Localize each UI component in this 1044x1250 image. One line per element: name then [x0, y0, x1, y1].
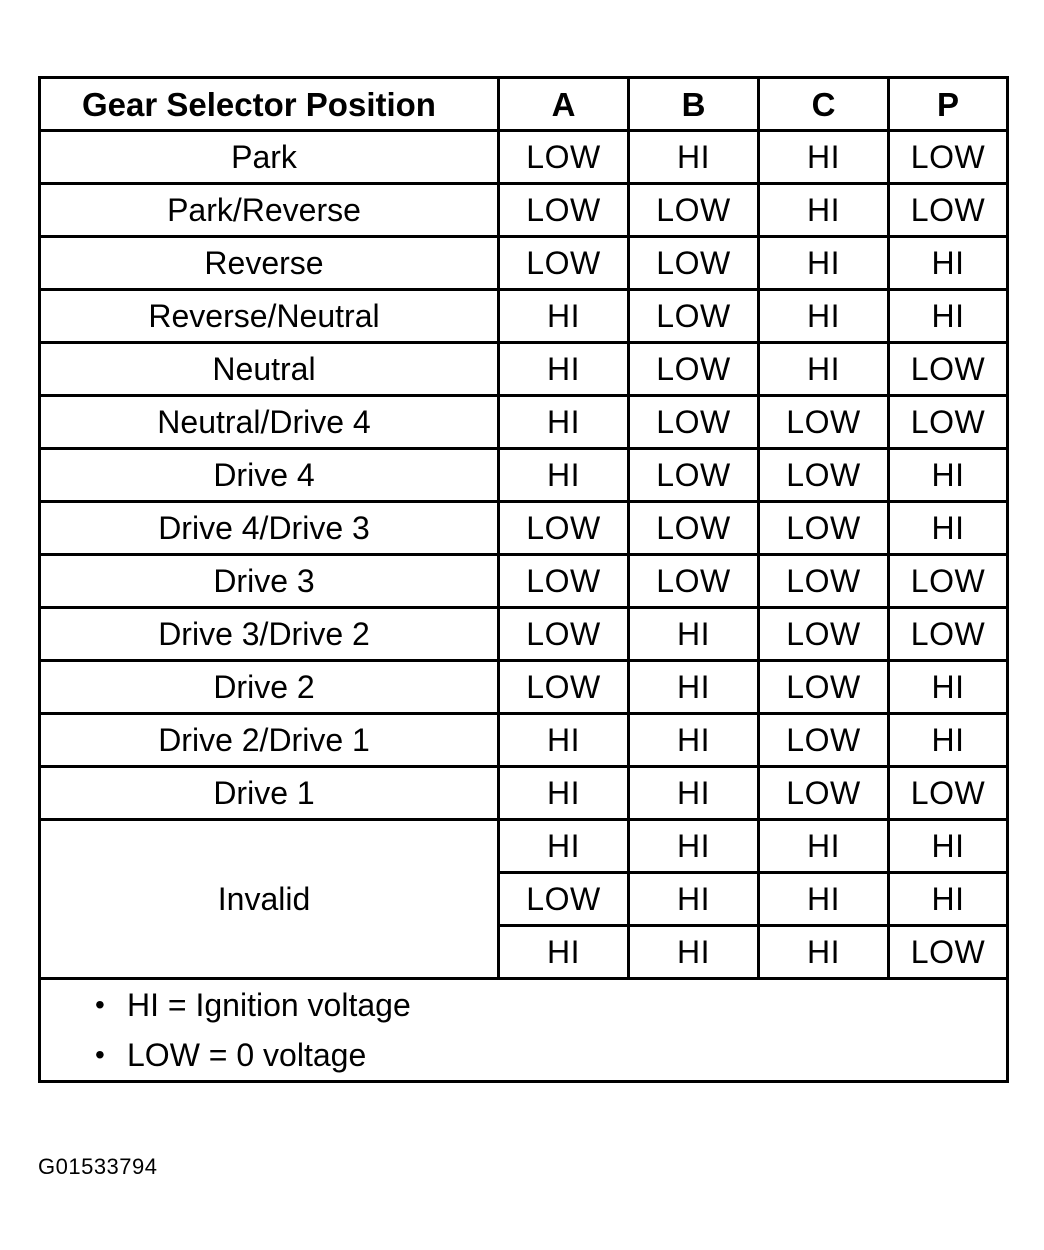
note-item-hi: [41, 980, 1006, 1030]
value-cell-a: LOW: [499, 555, 629, 608]
value-cell-b: HI: [629, 608, 759, 661]
table-row: [40, 714, 1008, 767]
table-row: [40, 449, 1008, 502]
value-cell-c: HI: [759, 926, 889, 979]
table-row: [40, 396, 1008, 449]
table-row: [40, 237, 1008, 290]
value-cell-b: HI: [629, 873, 759, 926]
note-text: LOW = 0 voltage: [127, 1037, 367, 1073]
value-cell-c: HI: [759, 131, 889, 184]
value-cell-a: LOW: [499, 661, 629, 714]
position-cell: Drive 3/Drive 2: [40, 608, 499, 661]
value-cell-a: HI: [499, 343, 629, 396]
header-column-b: B: [629, 78, 759, 131]
table-row: [40, 131, 1008, 184]
table-row: [40, 290, 1008, 343]
value-cell-c: HI: [759, 237, 889, 290]
header-column-p: P: [889, 78, 1008, 131]
value-cell-p: LOW: [889, 131, 1008, 184]
value-cell-b: LOW: [629, 449, 759, 502]
header-column-c: C: [759, 78, 889, 131]
value-cell-c: HI: [759, 290, 889, 343]
position-cell: Reverse: [40, 237, 499, 290]
value-cell-p: HI: [889, 873, 1008, 926]
value-cell-a: HI: [499, 767, 629, 820]
value-cell-p: HI: [889, 714, 1008, 767]
table-row: [40, 184, 1008, 237]
value-cell-a: HI: [499, 820, 629, 873]
value-cell-b: LOW: [629, 343, 759, 396]
value-cell-c: LOW: [759, 396, 889, 449]
value-cell-a: HI: [499, 926, 629, 979]
value-cell-p: HI: [889, 661, 1008, 714]
value-cell-p: HI: [889, 820, 1008, 873]
table-row: [40, 608, 1008, 661]
bullet-icon: •: [95, 989, 105, 1020]
value-cell-p: HI: [889, 449, 1008, 502]
value-cell-a: LOW: [499, 608, 629, 661]
header-gear-selector-position: Gear Selector Position: [40, 78, 499, 131]
position-cell: Reverse/Neutral: [40, 290, 499, 343]
value-cell-b: HI: [629, 661, 759, 714]
value-cell-a: HI: [499, 290, 629, 343]
value-cell-b: LOW: [629, 555, 759, 608]
value-cell-p: LOW: [889, 184, 1008, 237]
table-row: [40, 555, 1008, 608]
value-cell-b: HI: [629, 767, 759, 820]
value-cell-b: LOW: [629, 184, 759, 237]
value-cell-c: LOW: [759, 661, 889, 714]
value-cell-a: LOW: [499, 131, 629, 184]
table-row: [40, 767, 1008, 820]
note-item-low: [41, 1030, 1006, 1080]
value-cell-p: HI: [889, 502, 1008, 555]
position-cell: Drive 2: [40, 661, 499, 714]
value-cell-p: HI: [889, 290, 1008, 343]
value-cell-c: HI: [759, 820, 889, 873]
notes-cell: [40, 979, 1008, 1082]
value-cell-b: LOW: [629, 290, 759, 343]
value-cell-a: HI: [499, 449, 629, 502]
notes-row: [40, 979, 1008, 1082]
value-cell-p: LOW: [889, 767, 1008, 820]
table-row: [40, 661, 1008, 714]
table-row: [40, 343, 1008, 396]
value-cell-a: HI: [499, 396, 629, 449]
value-cell-a: LOW: [499, 184, 629, 237]
value-cell-b: LOW: [629, 237, 759, 290]
value-cell-p: HI: [889, 237, 1008, 290]
invalid-row: [40, 820, 1008, 873]
value-cell-b: LOW: [629, 502, 759, 555]
position-cell: Neutral: [40, 343, 499, 396]
value-cell-a: LOW: [499, 237, 629, 290]
value-cell-a: LOW: [499, 502, 629, 555]
value-cell-p: LOW: [889, 343, 1008, 396]
position-cell: Neutral/Drive 4: [40, 396, 499, 449]
position-cell: Park: [40, 131, 499, 184]
value-cell-b: HI: [629, 131, 759, 184]
table-header-row: [40, 78, 1008, 131]
position-cell: Drive 4: [40, 449, 499, 502]
value-cell-p: LOW: [889, 555, 1008, 608]
value-cell-c: LOW: [759, 502, 889, 555]
value-cell-p: LOW: [889, 926, 1008, 979]
value-cell-b: HI: [629, 820, 759, 873]
value-cell-p: LOW: [889, 608, 1008, 661]
value-cell-b: HI: [629, 926, 759, 979]
value-cell-c: HI: [759, 184, 889, 237]
value-cell-c: HI: [759, 343, 889, 396]
invalid-position-cell: Invalid: [40, 820, 499, 979]
value-cell-c: LOW: [759, 608, 889, 661]
value-cell-b: LOW: [629, 396, 759, 449]
position-cell: Drive 3: [40, 555, 499, 608]
position-cell: Park/Reverse: [40, 184, 499, 237]
value-cell-c: LOW: [759, 449, 889, 502]
value-cell-c: HI: [759, 873, 889, 926]
note-text: HI = Ignition voltage: [127, 987, 411, 1023]
value-cell-c: LOW: [759, 767, 889, 820]
gear-selector-table: [38, 76, 1009, 1083]
value-cell-p: LOW: [889, 396, 1008, 449]
value-cell-c: LOW: [759, 555, 889, 608]
value-cell-a: LOW: [499, 873, 629, 926]
figure-id-label: G01533794: [38, 1154, 158, 1179]
value-cell-a: HI: [499, 714, 629, 767]
bullet-icon: •: [95, 1039, 105, 1070]
position-cell: Drive 2/Drive 1: [40, 714, 499, 767]
position-cell: Drive 4/Drive 3: [40, 502, 499, 555]
value-cell-c: LOW: [759, 714, 889, 767]
position-cell: Drive 1: [40, 767, 499, 820]
table-row: [40, 502, 1008, 555]
value-cell-b: HI: [629, 714, 759, 767]
header-column-a: A: [499, 78, 629, 131]
